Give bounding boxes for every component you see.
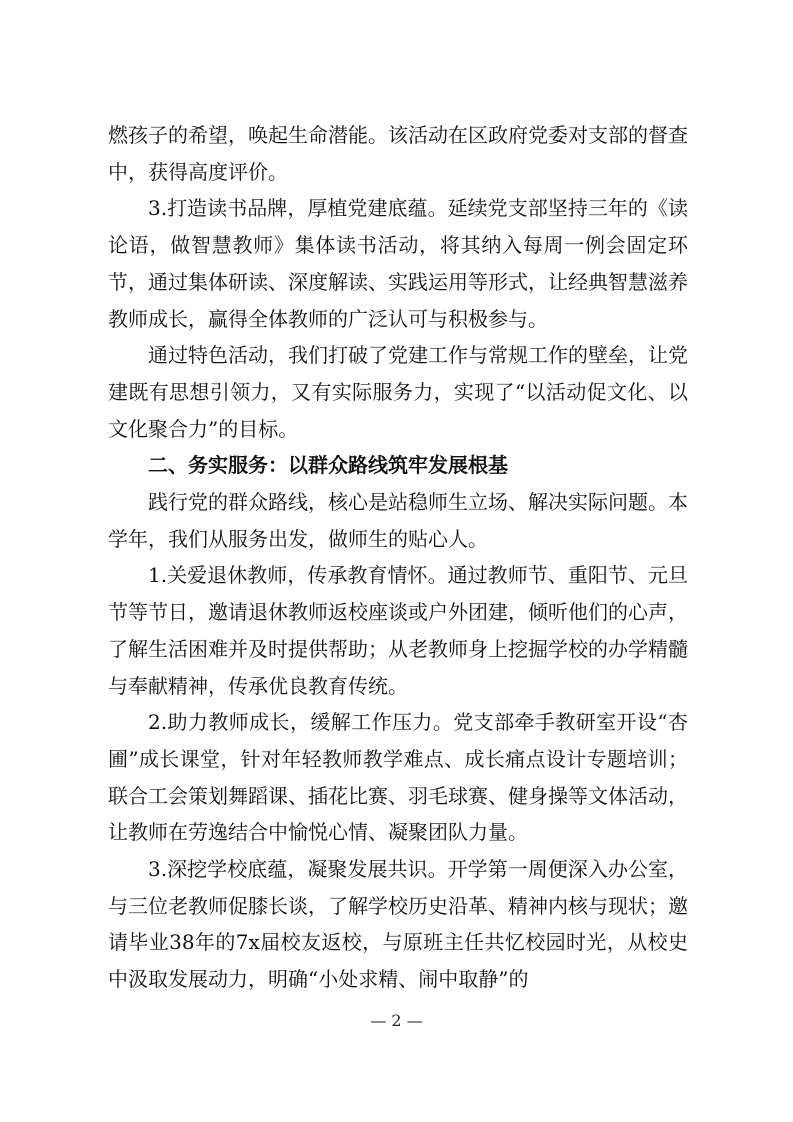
- paragraph-continuation: 燃孩子的希望，唤起生命潜能。该活动在区政府党委对支部的督查中，获得高度评价。: [108, 123, 688, 184]
- paragraph-school-heritage: 3.深挖学校底蕴，凝聚发展共识。开学第一周便深入办公室，与三位老教师促膝长谈，了解学校历史沿革、精神内核与现状；邀请毕业38年的7x届校友返校，与原班主任共忆校园时光，从校史中汲取发展动力，明确“小处求精、闹中取静”的: [108, 857, 688, 992]
- paragraph-mass-line: 践行党的群众路线，核心是站稳师生立场、解决实际问题。本学年，我们从服务出发，做师生的贴心人。: [108, 490, 688, 551]
- paragraph-retired-teachers: 1.关爱退休教师，传承教育情怀。通过教师节、重阳节、元旦节等节日，邀请退休教师返校座谈或户外团建，倾听他们的心声，了解生活困难并及时提供帮助；从老教师身上挖掘学校的办学精髓与奉献精神，传承优良教育传统。: [108, 563, 688, 698]
- section-heading: 二、务实服务：以群众路线筑牢发展根基: [148, 453, 508, 478]
- paragraph-reading-brand: 3.打造读书品牌，厚植党建底蕴。延续党支部坚持三年的《读论语，做智慧教师》集体读书活动，将其纳入每周一例会固定环节，通过集体研读、深度解读、实践运用等形式，让经典智慧滋养教师成长，赢得全体教师的广泛认可与积极参与。: [108, 196, 688, 331]
- page-number: — 2 —: [370, 1011, 423, 1030]
- paragraph-teacher-growth: 2.助力教师成长，缓解工作压力。党支部牵手教研室开设“杏圃”成长课堂，针对年轻教师教学难点、成长痛点设计专题培训；联合工会策划舞蹈课、插花比赛、羽毛球赛、健身操等文体活动，让教师在劳逸结合中愉悦心情、凝聚团队力量。: [108, 710, 688, 845]
- paragraph-summary: 通过特色活动，我们打破了党建工作与常规工作的壁垒，让党建既有思想引领力，又有实际服务力，实现了“以活动促文化、以文化聚合力”的目标。: [108, 343, 688, 441]
- document-body: [108, 117, 688, 998]
